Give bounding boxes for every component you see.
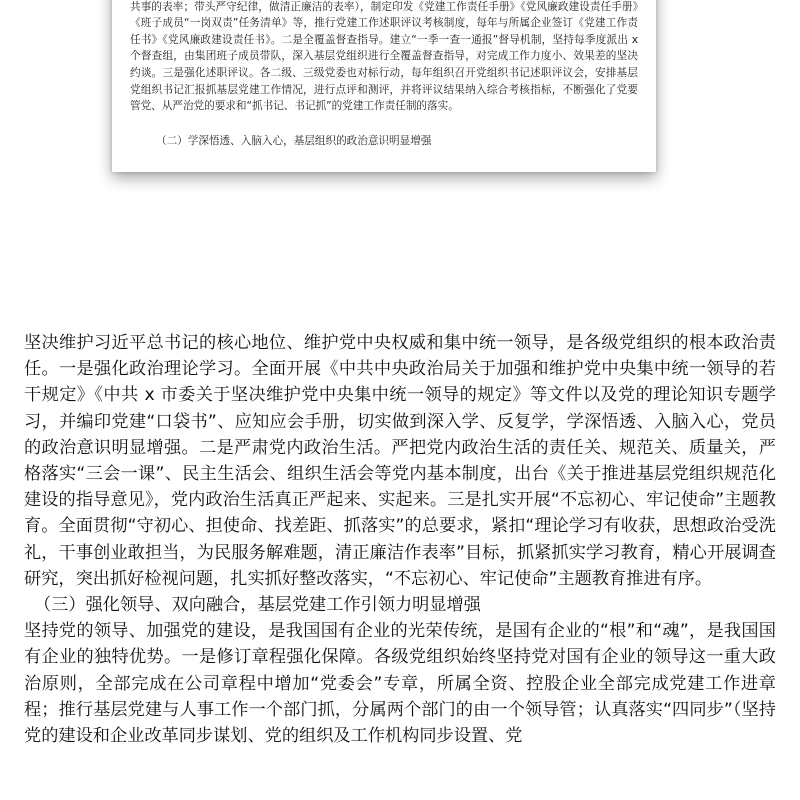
preview-page-subheading: （二）学深悟透、入脑入心，基层组织的政治意识明显增强: [156, 135, 432, 147]
document-body: [24, 330, 776, 749]
document-page-preview: [112, 0, 656, 172]
preview-page-body: 共事的表率；带头严守纪律，做清正廉洁的表率），制定印发《党建工作责任手册》《党风廉政建设责任手册》《班子成员“一岗双责”任务清单》等，推行党建工作述职评议考核制度，每年与所属企业签订《党建工作责任书》《党风廉政建设责任书》。二是全覆盖督查指导。建立“一季一查一通报”督导机制，坚持每季度派出 x 个督查组，由集团班子成员带队，深入基层党组织进行全覆盖督查指导，对完成工作力度小、效果差的坚决约谈。三是强化述职评议。各二级、三级党委也对标行动，每年组织召开党组织书记述职评议会，安排基层党组织书记汇报抓基层党建工作情况，进行点评和测评，并将评议结果纳入综合考核指标，不断强化了党要管党、从严治党的要求和“抓书记、书记抓”的党建工作责任制的落实。: [130, 0, 638, 113]
body-paragraph: 坚决维护习近平总书记的核心地位、维护党中央权威和集中统一领导，是各级党组织的根本政治责任。一是强化政治理论学习。全面开展《中共中央政治局关于加强和维护党中央集中统一领导的若干规定》《中共 x 市委关于坚决维护党中央集中统一领导的规定》等文件以及党的理论知识专题学习，并编印党建“口袋书”、应知应会手册，切实做到深入学、反复学，学深悟透、入脑入心，党员的政治意识明显增强。二是严肃党内政治生活。严把党内政治生活的责任关、规范关、质量关，严格落实“三会一课”、民主生活会、组织生活会等党内基本制度，出台《关于推进基层党组织规范化建设的指导意见》，党内政治生活真正严起来、实起来。三是扎实开展“不忘初心、牢记使命”主题教育。全面贯彻“守初心、担使命、找差距、抓落实”的总要求，紧扣“理论学习有收获，思想政治受洗礼，干事创业敢担当，为民服务解难题，清正廉洁作表率”目标，抓紧抓实学习教育，精心开展调查研究，突出抓好检视问题，扎实抓好整改落实，“不忘初心、牢记使命”主题教育推进有序。: [24, 333, 776, 589]
body-paragraph: 坚持党的领导、加强党的建设，是我国国有企业的光荣传统，是国有企业的“根”和“魂”，是我国国有企业的独特优势。一是修订章程强化保障。各级党组织始终坚持党对国有企业的领导这一重大政治原则，全部完成在公司章程中增加“党委会”专章，所属全资、控股企业全部完成党建工作进章程；推行基层党建与人事工作一个部门抓，分属两个部门的由一个领导管；认真落实“四同步”（坚持党的建设和企业改革同步谋划、党的组织及工作机构同步设置、党: [24, 621, 776, 747]
section-heading: （三）强化领导、双向融合，基层党建工作引领力明显增强: [34, 595, 481, 616]
